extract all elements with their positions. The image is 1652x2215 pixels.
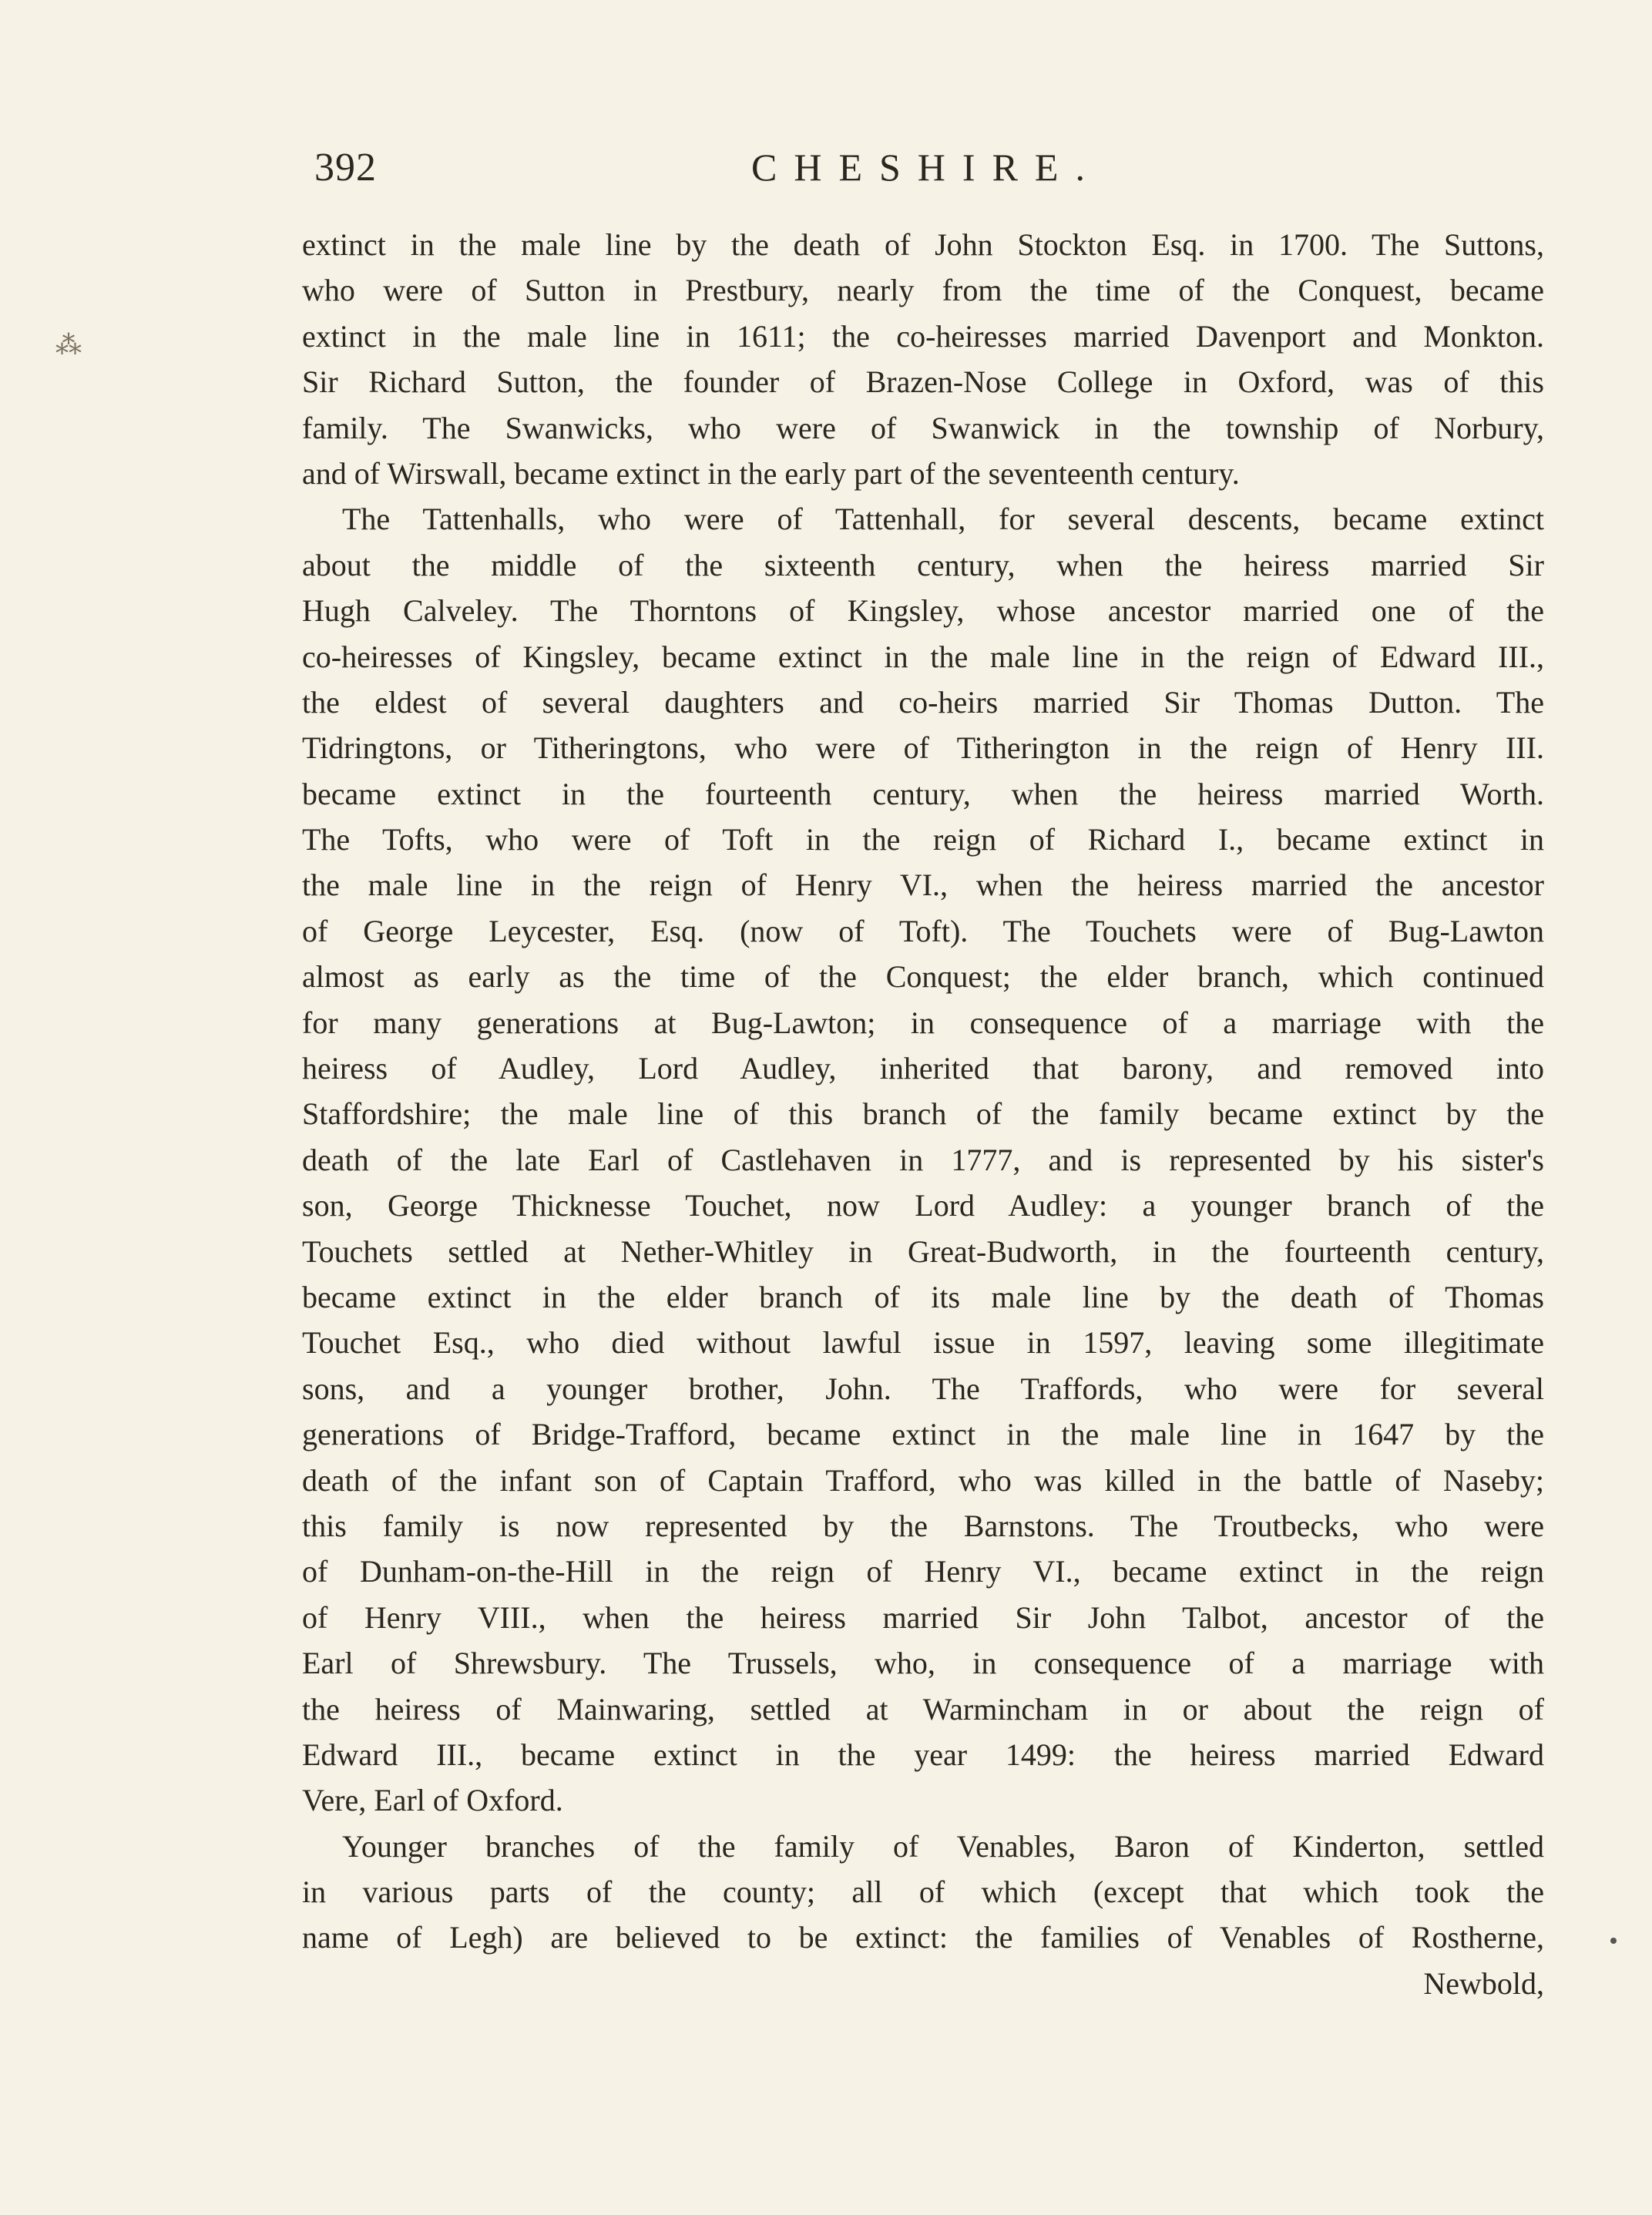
text-line: sons, and a younger brother, John. The Traffords, who were for several — [302, 1371, 1544, 1406]
text-line: Hugh Calveley. The Thorntons of Kingsley, whose ancestor married one of the — [302, 593, 1544, 629]
text-line: of Dunham-on-the-Hill in the reign of Henry VI., became extinct in the reign — [302, 1554, 1544, 1589]
text-line: Sir Richard Sutton, the founder of Brazen-Nose College in Oxford, was of this — [302, 364, 1544, 400]
text-line: name of Legh) are believed to be extinct: the families of Venables of Rostherne, — [302, 1920, 1544, 1955]
text-line: about the middle of the sixteenth century, when the heiress married Sir — [302, 547, 1544, 582]
text-line: co-heiresses of Kingsley, became extinct in the male line in the reign of Edward III., — [302, 639, 1544, 674]
text-line: Newbold, — [1423, 1965, 1544, 2001]
text-line: of George Leycester, Esq. (now of Toft). The Touchets were of Bug-Lawton — [302, 913, 1544, 948]
text-line: the male line in the reign of Henry VI., when the heiress married the ancestor — [302, 868, 1544, 903]
text-line: who were of Sutton in Prestbury, nearly from the time of the Conquest, became — [302, 273, 1544, 308]
text-line: generations of Bridge-Trafford, became extinct in the male line in 1647 by the — [302, 1417, 1544, 1452]
text-line: Tidringtons, or Titheringtons, who were of Titherington in the reign of Henry III. — [302, 730, 1544, 766]
text-line: the eldest of several daughters and co-heirs married Sir Thomas Dutton. The — [302, 684, 1544, 720]
running-head: CHESHIRE. — [751, 146, 1102, 189]
text-line: became extinct in the fourteenth century, when the heiress married Worth. — [302, 776, 1544, 811]
text-line: Earl of Shrewsbury. The Trussels, who, in consequence of a marriage with — [302, 1646, 1544, 1681]
text-line: death of the late Earl of Castlehaven in 1777, and is represented by his sister's — [302, 1142, 1544, 1177]
text-line: extinct in the male line by the death of John Stockton Esq. in 1700. The Suttons, — [302, 227, 1544, 262]
text-line: Staffordshire; the male line of this branch of the family became extinct by the — [302, 1096, 1544, 1132]
text-line: The Tofts, who were of Toft in the reign of Richard I., became extinct in — [302, 822, 1544, 857]
text-line: The Tattenhalls, who were of Tattenhall, for several descents, became extinct — [342, 502, 1544, 537]
stray-ink-dot — [1610, 1938, 1617, 1944]
body-text — [302, 222, 1544, 2006]
text-line: in various parts of the county; all of which (except that which took the — [302, 1874, 1544, 1910]
text-line: death of the infant son of Captain Trafford, who was killed in the battle of Naseby; — [302, 1462, 1544, 1498]
text-line: became extinct in the elder branch of its male line by the death of Thomas — [302, 1279, 1544, 1314]
text-line: this family is now represented by the Barnstons. The Troutbecks, who were — [302, 1508, 1544, 1543]
page-number: 392 — [314, 146, 377, 190]
margin-asterism-mark: ⁂ — [55, 331, 82, 360]
text-line: family. The Swanwicks, who were of Swanwick in the township of Norbury, — [302, 410, 1544, 445]
text-line: extinct in the male line in 1611; the co-heiresses married Davenport and Monkton. — [302, 318, 1544, 354]
text-line: for many generations at Bug-Lawton; in consequence of a marriage with the — [302, 1005, 1544, 1040]
text-line: of Henry VIII., when the heiress married Sir John Talbot, ancestor of the — [302, 1599, 1544, 1635]
text-line: son, George Thicknesse Touchet, now Lord Audley: a younger branch of the — [302, 1188, 1544, 1223]
text-line: Edward III., became extinct in the year 1499: the heiress married Edward — [302, 1737, 1544, 1772]
text-line: Vere, Earl of Oxford. — [302, 1783, 563, 1818]
text-line: heiress of Audley, Lord Audley, inherited that barony, and removed into — [302, 1051, 1544, 1086]
text-line: almost as early as the time of the Conquest; the elder branch, which continued — [302, 959, 1544, 995]
text-line: and of Wirswall, became extinct in the early part of the seventeenth century. — [302, 455, 1240, 491]
text-line: the heiress of Mainwaring, settled at Warmincham in or about the reign of — [302, 1691, 1544, 1727]
text-line: Touchet Esq., who died without lawful issue in 1597, leaving some illegitimate — [302, 1325, 1544, 1361]
text-line: Younger branches of the family of Venables, Baron of Kinderton, settled — [342, 1828, 1544, 1864]
text-line: Touchets settled at Nether-Whitley in Great-Budworth, in the fourteenth century, — [302, 1233, 1544, 1269]
